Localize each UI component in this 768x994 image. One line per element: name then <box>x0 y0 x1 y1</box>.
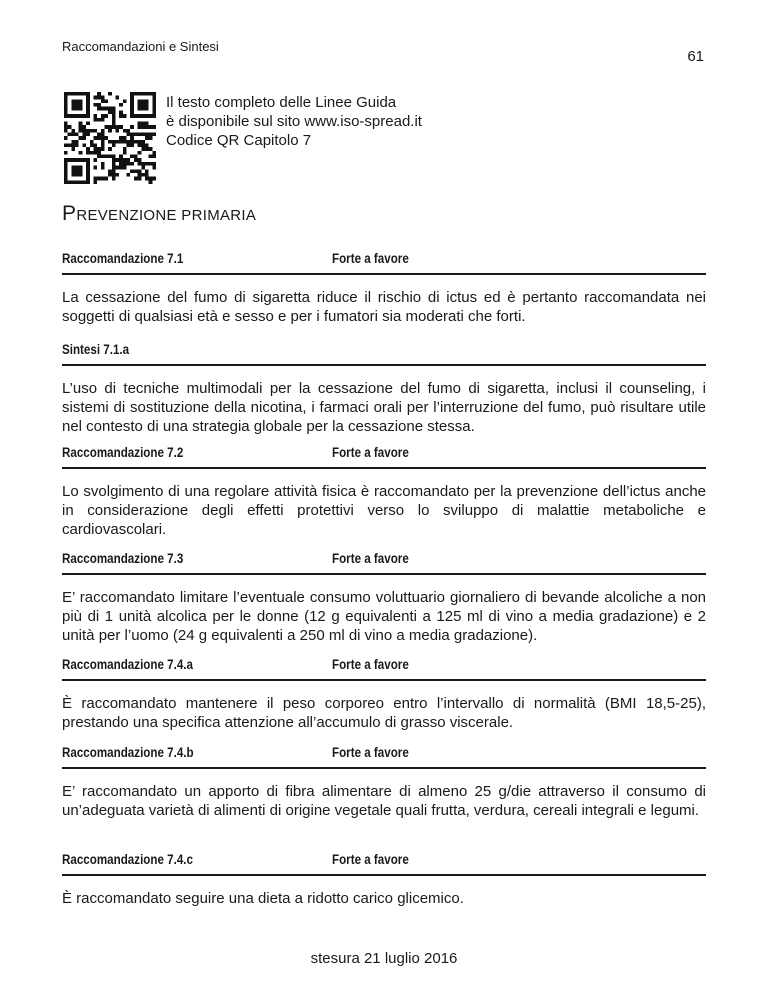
qr-caption-line: è disponibile sul sito www.iso-spread.it <box>166 113 422 130</box>
block-header <box>62 657 706 681</box>
section-title <box>62 202 256 226</box>
block-header <box>62 551 706 575</box>
recommendation-block <box>62 852 706 908</box>
qr-caption <box>166 93 422 150</box>
block-text: L’uso di tecniche multimodali per la cessazione del fumo di sigaretta, inclusi il counseling, i sistemi di sostituzione della nicotina, i farmaci orali per l’interruzione del fumo, può risultare utile nel contesto di una strategia globale per la cessazione stessa. <box>62 380 706 435</box>
block-header <box>62 745 706 769</box>
block-label: Raccomandazione 7.2 <box>62 445 184 460</box>
block-label: Sintesi 7.1.a <box>62 342 130 357</box>
page-number: 61 <box>687 48 704 65</box>
block-label: Raccomandazione 7.3 <box>62 551 184 566</box>
strength-badge: Forte a favore <box>332 657 409 672</box>
strength-badge: Forte a favore <box>332 852 409 867</box>
recommendation-block <box>62 445 706 539</box>
block-header <box>62 852 706 876</box>
document-page <box>62 0 706 994</box>
qr-caption-line: Il testo completo delle Linee Guida <box>166 94 397 111</box>
block-label: Raccomandazione 7.4.a <box>62 657 193 672</box>
block-header <box>62 445 706 469</box>
recommendation-block <box>62 251 706 326</box>
recommendation-block <box>62 657 706 732</box>
strength-badge: Forte a favore <box>332 745 409 760</box>
block-text: E’ raccomandato un apporto di fibra alimentare di almeno 25 g/die attraverso il consumo di un’adeguata varietà di alimenti di origine vegetale quali frutta, verdura, cereali integrali e legumi. <box>62 783 706 819</box>
recommendation-block <box>62 551 706 645</box>
section-title-initial: P <box>62 202 77 225</box>
block-text: La cessazione del fumo di sigaretta riduce il rischio di ictus ed è pertanto raccomandata nei soggetti di qualsiasi età e sesso e per i fumatori sia moderati che forti. <box>62 289 706 325</box>
section-title-rest: REVENZIONE PRIMARIA <box>76 207 257 224</box>
block-text: E’ raccomandato limitare l’eventuale consumo voluttuario giornaliero di bevande alcoliche a non più di 1 unità alcolica per le donne (12 g equivalenti a 125 ml di vino a media gradazione) e 2 unità per l’uomo (24 g equivalenti a 250 ml di vino a media gradazione). <box>62 589 706 644</box>
block-text: È raccomandato seguire una dieta a ridotto carico glicemico. <box>62 890 464 907</box>
block-header <box>62 251 706 275</box>
block-text: Lo svolgimento di una regolare attività fisica è raccomandato per la prevenzione dell’ictus anche in considerazione degli effetti protettivi verso lo sviluppo di malattie metaboliche e cardiovascolari. <box>62 483 706 538</box>
synthesis-block <box>62 342 706 436</box>
qr-caption-line: Codice QR Capitolo 7 <box>166 132 312 149</box>
block-label: Raccomandazione 7.4.c <box>62 852 193 867</box>
running-title: Raccomandazioni e Sintesi <box>62 39 219 54</box>
recommendation-block <box>62 745 706 820</box>
page-footer: stesura 21 luglio 2016 <box>310 950 458 967</box>
block-label: Raccomandazione 7.4.b <box>62 745 194 760</box>
qr-code-icon <box>64 92 156 184</box>
block-text: È raccomandato mantenere il peso corporeo entro l’intervallo di normalità (BMI 18,5-25), prestando una specifica attenzione all’accumulo di grasso viscerale. <box>62 695 706 731</box>
block-header <box>62 342 706 366</box>
strength-badge: Forte a favore <box>332 445 409 460</box>
strength-badge: Forte a favore <box>332 551 409 566</box>
block-label: Raccomandazione 7.1 <box>62 251 184 266</box>
strength-badge: Forte a favore <box>332 251 409 266</box>
